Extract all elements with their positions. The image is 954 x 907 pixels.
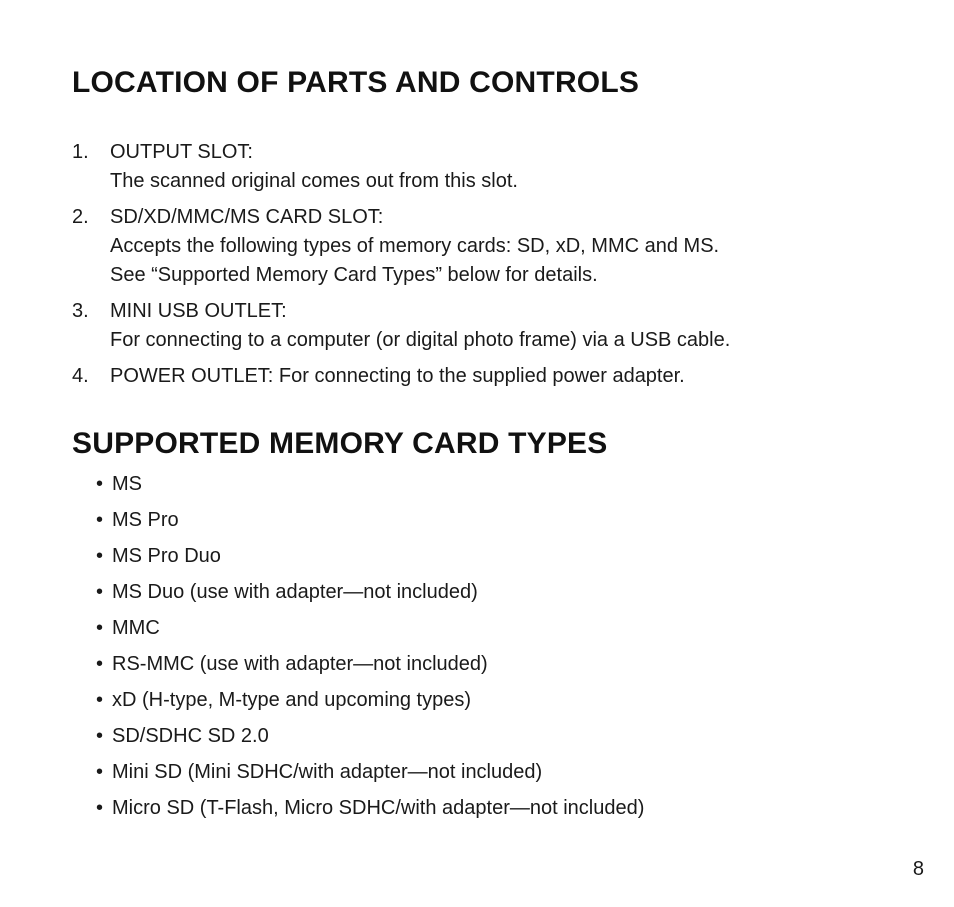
card-type-label: MMC: [112, 617, 160, 639]
card-types-list: [96, 466, 644, 826]
page-number: 8: [912, 858, 924, 880]
list-item: [96, 610, 644, 646]
part-item-power-outlet: [72, 362, 730, 391]
list-item: [96, 574, 644, 610]
bullet-icon: •: [96, 509, 104, 531]
list-item: [96, 790, 644, 826]
bullet-icon: •: [96, 473, 104, 495]
bullet-icon: •: [96, 617, 104, 639]
part-description: See “Supported Memory Card Types” below for details.: [110, 264, 598, 286]
parts-heading: LOCATION OF PARTS AND CONTROLS: [72, 66, 640, 99]
part-item-mini-usb: [72, 297, 730, 355]
card-type-label: RS-MMC (use with adapter—not included): [112, 653, 488, 675]
part-description: The scanned original comes out from this slot.: [110, 170, 518, 192]
part-title: POWER OUTLET: For connecting to the supplied power adapter.: [110, 365, 685, 387]
list-item: [96, 718, 644, 754]
part-description: For connecting to a computer (or digital photo frame) via a USB cable.: [110, 329, 731, 351]
card-type-label: Micro SD (T-Flash, Micro SDHC/with adapter—not included): [112, 797, 645, 819]
bullet-icon: •: [96, 797, 104, 819]
card-type-label: xD (H-type, M-type and upcoming types): [112, 689, 472, 711]
part-title: SD/XD/MMC/MS CARD SLOT:: [110, 206, 384, 228]
list-item: [96, 502, 644, 538]
list-item: [96, 466, 644, 502]
part-number: 1.: [72, 141, 89, 163]
bullet-icon: •: [96, 545, 104, 567]
list-item: [96, 646, 644, 682]
parts-list: [72, 138, 730, 398]
bullet-icon: •: [96, 761, 104, 783]
part-number: 3.: [72, 300, 89, 322]
list-item: [96, 682, 644, 718]
card-type-label: SD/SDHC SD 2.0: [112, 725, 269, 747]
part-title: MINI USB OUTLET:: [110, 300, 287, 322]
part-number: 4.: [72, 365, 89, 387]
bullet-icon: •: [96, 689, 104, 711]
card-types-heading: SUPPORTED MEMORY CARD TYPES: [72, 427, 608, 460]
part-item-card-slot: [72, 203, 730, 290]
card-type-label: MS Duo (use with adapter—not included): [112, 581, 478, 603]
list-item: [96, 754, 644, 790]
card-type-label: MS Pro: [112, 509, 179, 531]
bullet-icon: •: [96, 581, 104, 603]
part-item-output-slot: [72, 138, 730, 196]
part-title: OUTPUT SLOT:: [110, 141, 253, 163]
bullet-icon: •: [96, 725, 104, 747]
list-item: [96, 538, 644, 574]
bullet-icon: •: [96, 653, 104, 675]
part-description: Accepts the following types of memory cards: SD, xD, MMC and MS.: [110, 235, 720, 257]
card-type-label: Mini SD (Mini SDHC/with adapter—not included): [112, 761, 543, 783]
card-type-label: MS: [112, 473, 142, 495]
card-type-label: MS Pro Duo: [112, 545, 221, 567]
part-number: 2.: [72, 206, 89, 228]
